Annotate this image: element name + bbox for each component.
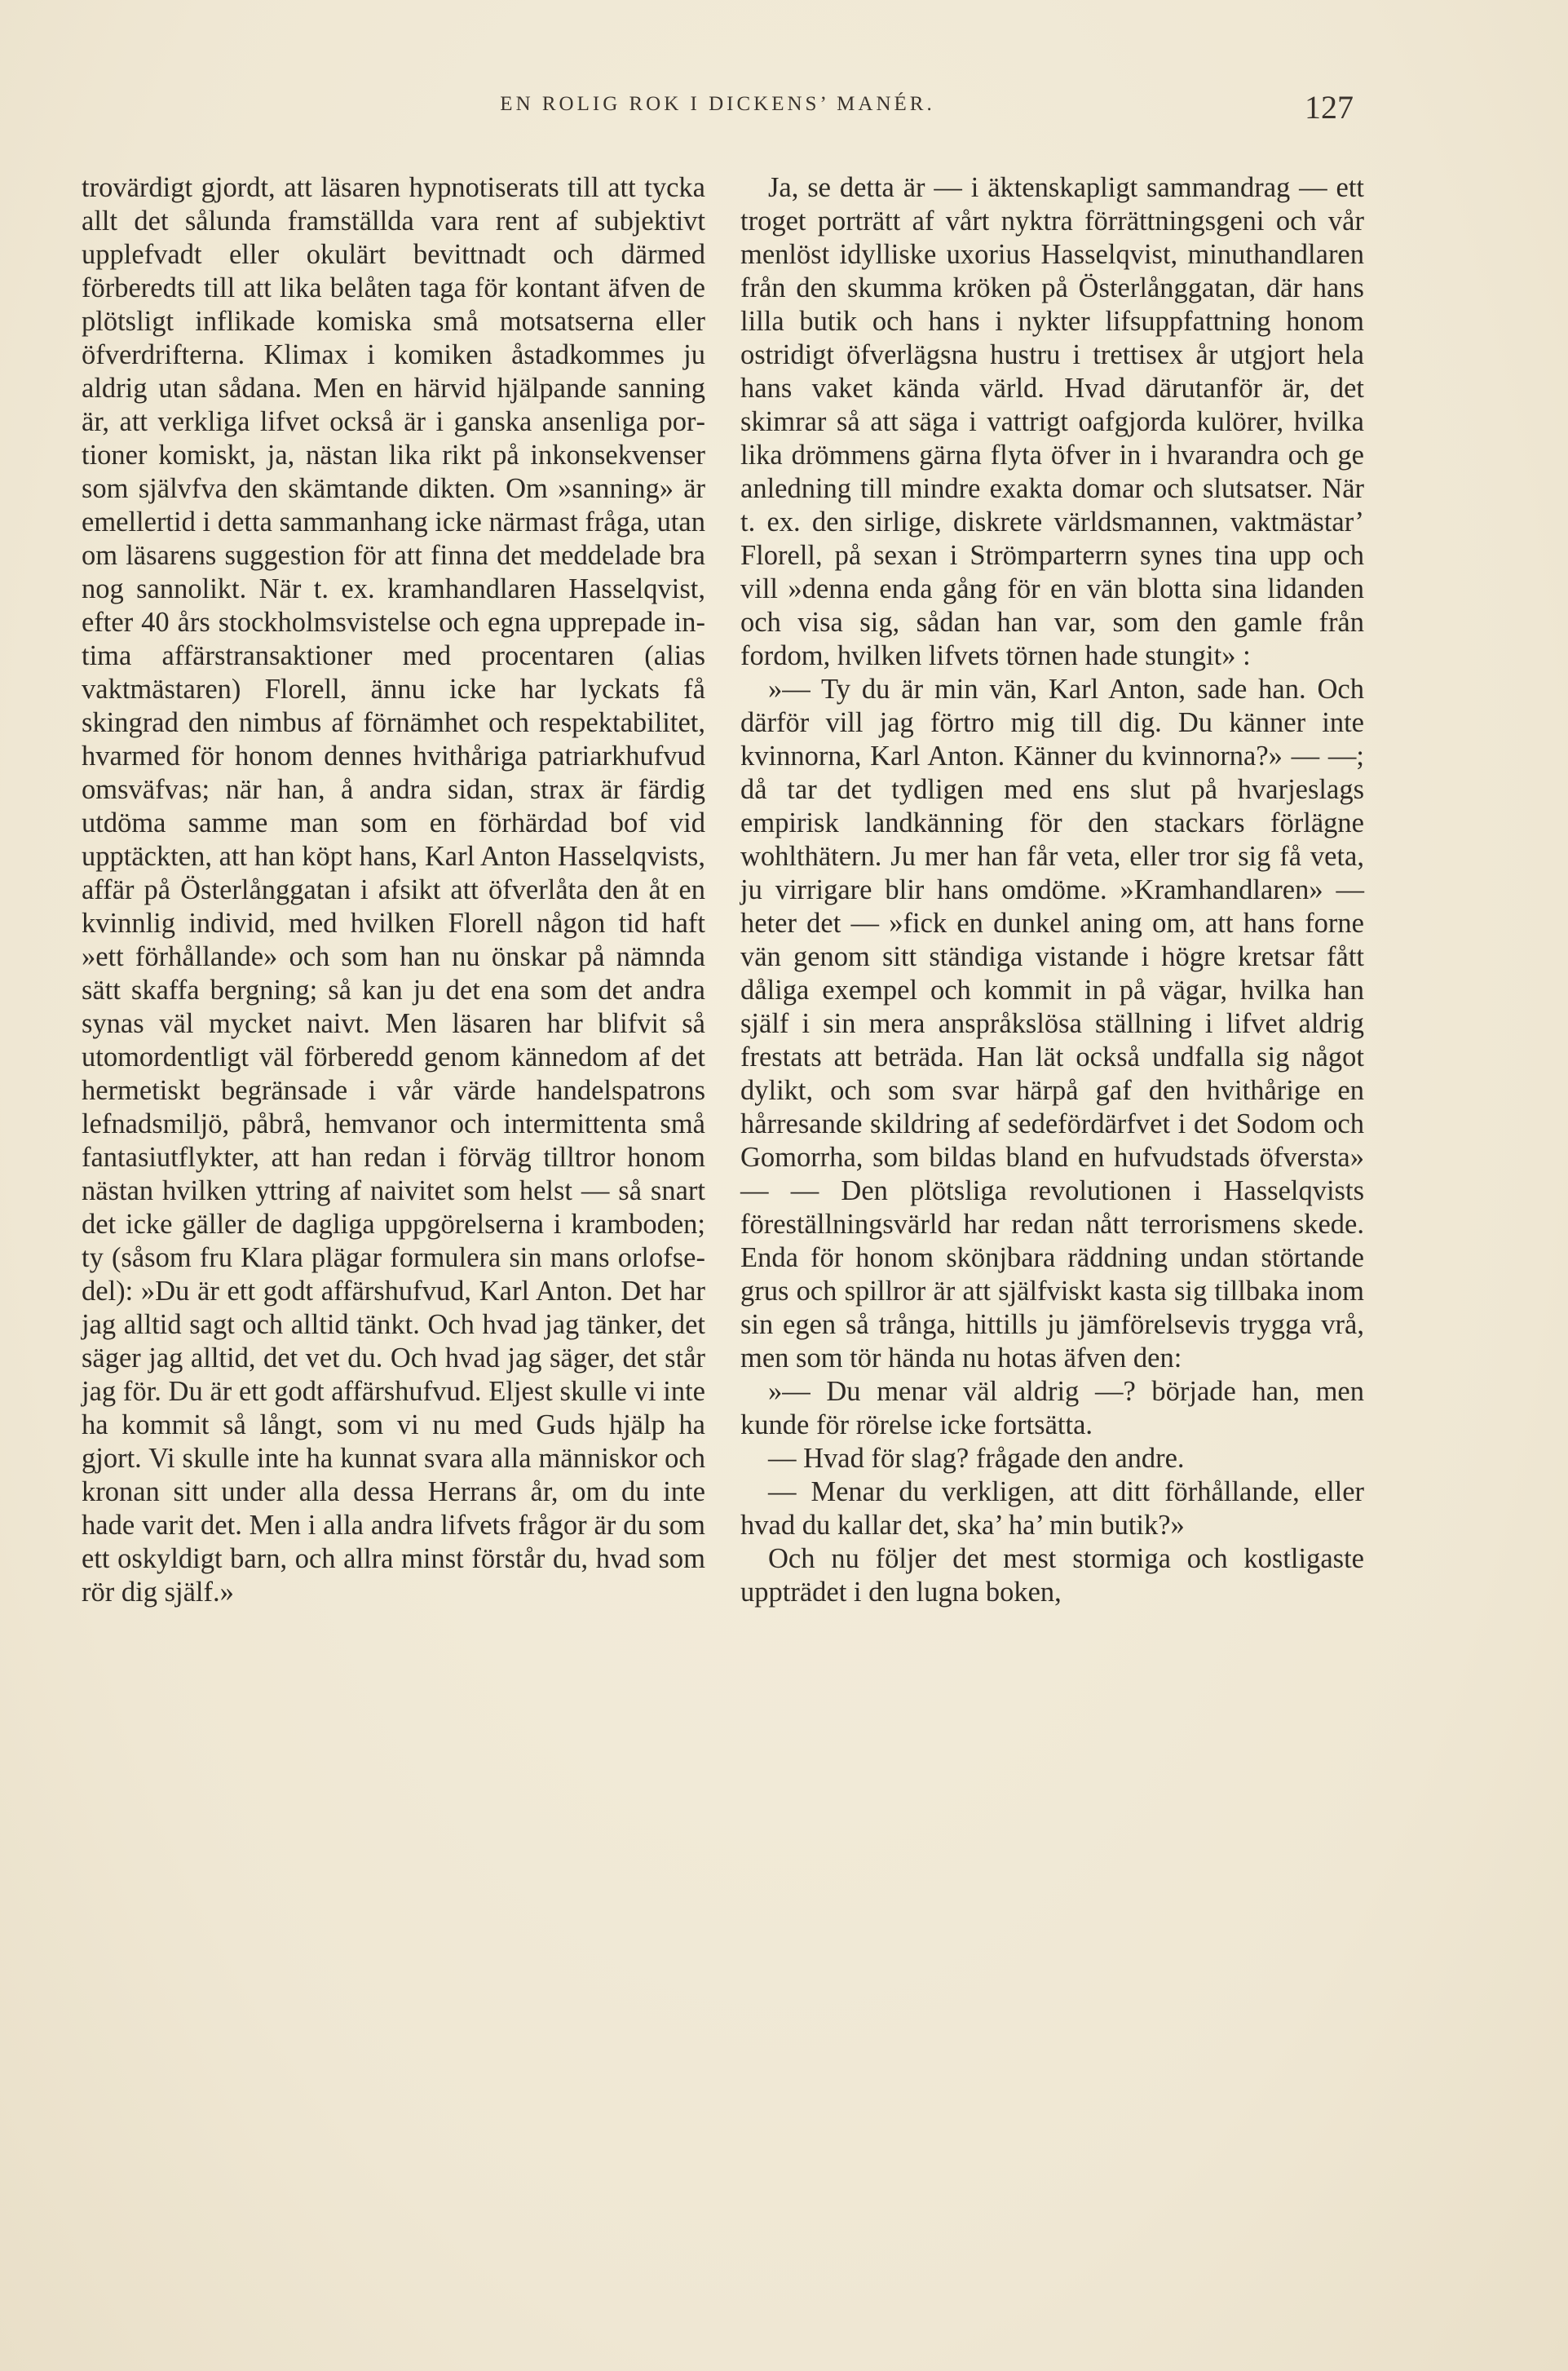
left-column xyxy=(82,171,705,1609)
page-number: 127 xyxy=(1305,89,1354,126)
running-head: EN ROLIG ROK I DICKENS’ MANÉR. xyxy=(500,93,935,115)
left-paragraph-1: trovärdigt gjordt, att läsaren hypnotiserats till att tycka allt det sålunda framställda vara rent af subjektivt upplefvadt eller okulärt bevittnadt och därmed förberedts till att lika belåten taga för kontant äfven de plötsligt inflikade komiska små motsatserna eller öfverdrifterna. Klimax i komiken åstadkommes ju aldrig utan sådana. Men en härvid hjälpande sanning är, att verkliga lifvet också är i ganska ansenliga portioner komiskt, ja, nästan lika rikt på inkonsekvenser som självfva den skämtande dikten. Om »sanning» är emellertid i detta sammanhang icke närmast fråga, utan om läsarens suggestion för att finna det meddelade bra nog sannolikt. När t. ex. kramhandlaren Hasselqvist, efter 40 års stockholmsvistelse och egna upprepade intima affärstransaktioner med procentaren (alias vaktmästaren) Florell, ännu icke har lyckats få skingrad den nimbus af förnämhet och respektabilitet, hvarmed för honom dennes hvithåriga patriarkhufvud omsväfvas; när han, å andra sidan, strax är färdig utdöma samme man som en förhärdad bof vid upptäckten, att han köpt hans, Karl Anton Hasselqvists, affär på Österlånggatan i afsikt att öfverlåta den åt en kvinnlig individ, med hvilken Florell någon tid haft »ett förhållande» och som han nu önskar på nämnda sätt skaffa bergning; så kan ju det ena som det andra synas väl mycket naivt. Men läsaren har blifvit så utomordentligt väl förberedd genom kännedom af det hermetiskt begränsade i vår värde handelspatrons lefnadsmiljö, påbrå, hemvanor och intermittenta små fantasiutflykter, att han redan i förväg tilltror honom nästan hvilken yttring af naivitet som helst — så snart det icke gäller de dagliga uppgörelserna i kramboden; ty (såsom fru Klara plägar formulera sin mans orlofsedel): »Du är ett godt affärshufvud, Karl Anton. Det har jag alltid sagt och alltid tänkt. Och hvad jag tänker, det säger jag alltid, det vet du. Och hvad jag säger, det står jag för. Du är ett godt affärshufvud. Eljest skulle vi inte ha kommit så långt, som vi nu med Guds hjälp ha gjort. Vi skulle inte ha kunnat svara alla människor och kronan sitt under alla dessa Herrans år, om du inte hade varit det. Men i alla andra lifvets frågor är du som ett oskyldigt barn, och allra minst förstår du, hvad som rör dig själf.» xyxy=(82,172,705,1608)
right-paragraph-5: — Menar du verkligen, att ditt förhållande, eller hvad du kallar det, ska’ ha’ min butik?» xyxy=(740,1476,1364,1541)
right-paragraph-2: »— Ty du är min vän, Karl Anton, sade han. Och därför vill jag förtro mig till dig. Du känner inte kvinnorna, Karl Anton. Känner du kvinnorna?» — —; då tar det tydligen med ens slut på hvarjeslags empirisk landkänning för den stackars förlägne wohlthätern. Ju mer han får veta, eller tror sig få veta, ju virrigare blir hans omdöme. »Kramhandlaren» — heter det — »fick en dunkel aning om, att hans forne vän genom sitt ständiga vistande i högre kretsar fått dåliga exempel och kommit in på vägar, hvilka han själf i sin mera anspråkslösa ställning i lifvet aldrig frestats att beträda. Han lät också undfalla sig något dylikt, och som svar härpå gaf den hvithårige en hårresande skildring af sedefördärfvet i det Sodom och Gomorrha, som bildas bland en hufvudstads öfversta» — — Den plötsliga revolutionen i Hasselqvists föreställningsvärld har redan nått terrorismens skede. Enda för honom skönjbara räddning undan störtande grus och spillror är att själfviskt kasta sig tillbaka inom sin egen så trånga, hittills ju jämförelsevis trygga vrå, men som tör hända nu hotas äfven den: xyxy=(740,674,1364,1373)
right-paragraph-4: — Hvad för slag? frågade den andre. xyxy=(768,1443,1185,1474)
right-paragraph-1: Ja, se detta är — i äktenskapligt sammandrag — ett troget porträtt af vårt nyktra förrättningsgeni och vår menlöst idylliske uxorius Hasselqvist, minuthandlaren från den skumma kröken på Österlånggatan, där hans lilla butik och hans i nykter lifsuppfattning honom ostridigt öfverlägsna hustru i trettisex år utgjort hela hans vaket kända värld. Hvad därutanför är, det skimrar så att säga i vattrigt oafgjorda kulörer, hvilka lika drömmens gärna flyta öfver in i hvarandra och ge anledning till mindre exakta domar och slutsatser. När t. ex. den sirlige, diskrete världsmannen, vaktmästar’ Florell, på sexan i Strömparterrn synes tina upp och vill »denna enda gång för en vän blotta sina lidanden och visa sig, sådan han var, som den gamle från fordom, hvilken lifvets törnen hade stungit» : xyxy=(740,172,1364,671)
right-column xyxy=(740,171,1364,1609)
page-header xyxy=(82,88,1354,129)
right-paragraph-6: Och nu följer det mest stormiga och kostligaste uppträdet i den lugna boken, xyxy=(740,1543,1364,1608)
right-paragraph-3: »— Du menar väl aldrig —? började han, men kunde för rörelse icke fortsätta. xyxy=(740,1376,1364,1440)
